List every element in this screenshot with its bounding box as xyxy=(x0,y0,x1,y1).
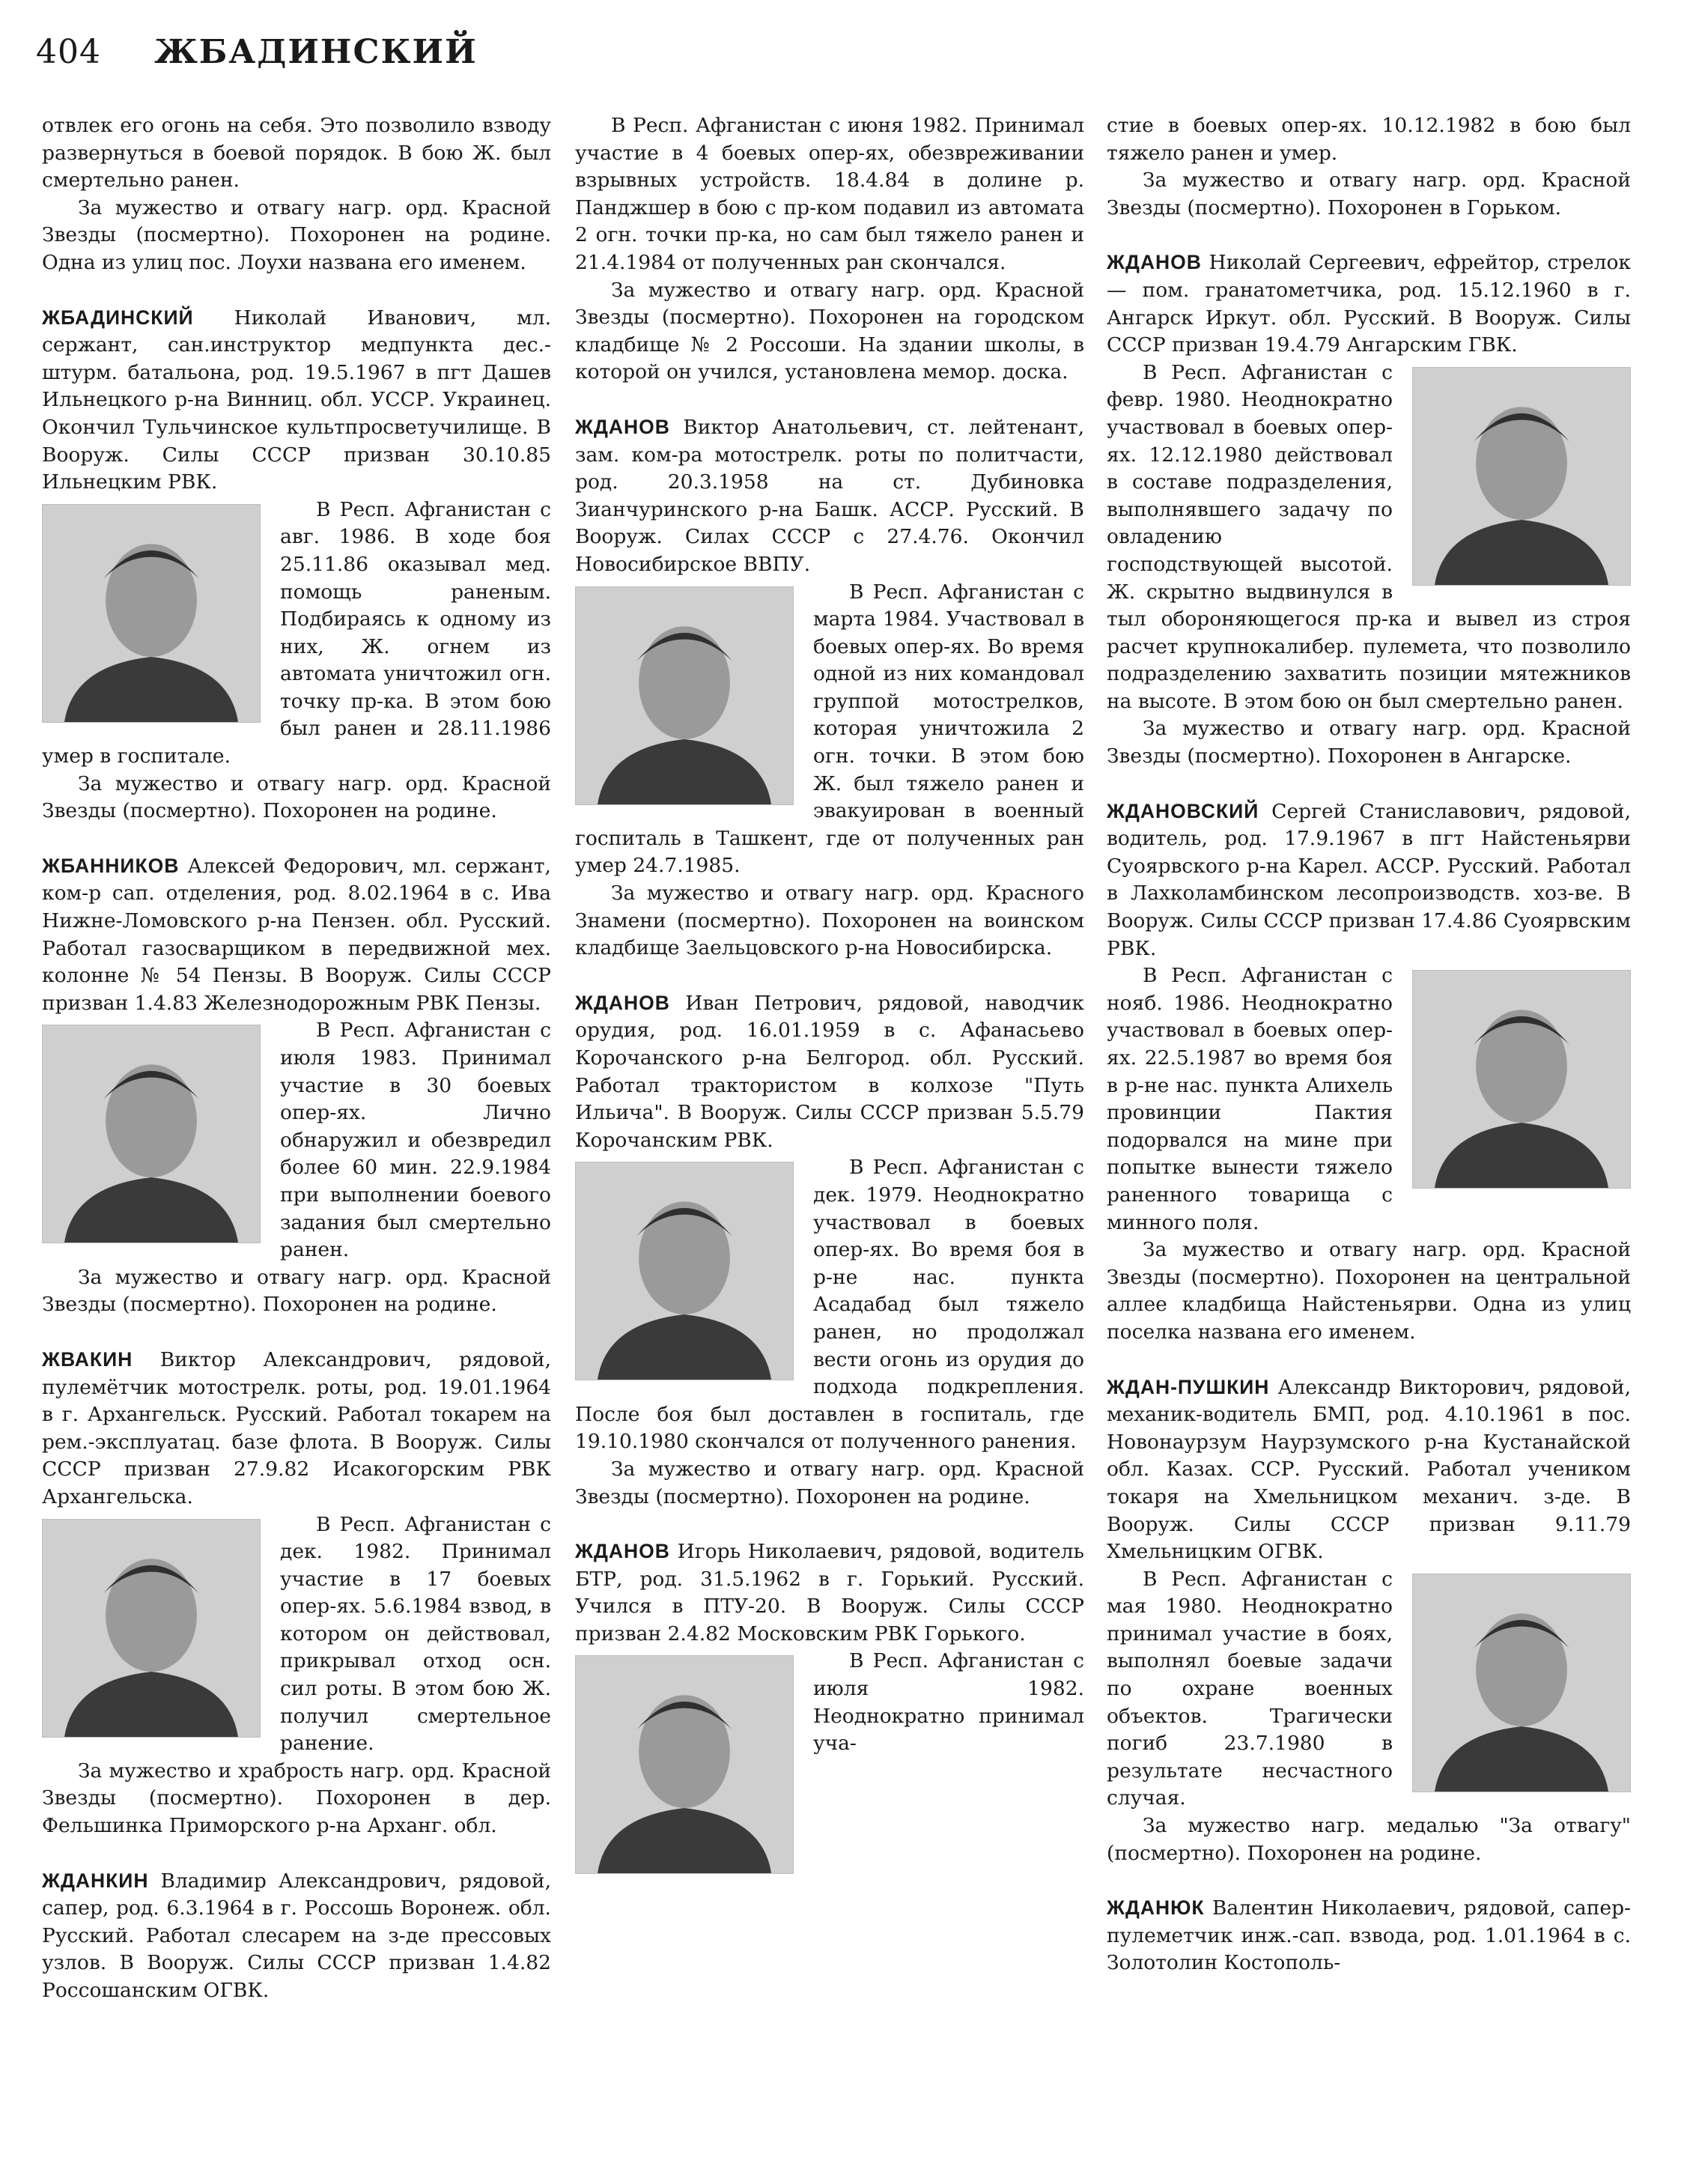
paragraph: За мужество и отвагу нагр. орд. Красной Звезды (посмертно). Похоронен на центральной аллее кладбища Найстеньярви. Одна из улиц поселка названа его именем. xyxy=(1107,1238,1631,1344)
entry-surname: ЖВАКИН xyxy=(42,1347,133,1371)
column-3 xyxy=(1107,112,1631,1977)
entry-zhdanovsky xyxy=(1107,798,1631,1347)
entry-lead xyxy=(1107,798,1631,963)
paragraph: За мужество и отвагу нагр. орд. Красной Звезды (посмертно). Похоронен на родине. xyxy=(575,1457,1084,1508)
entry-lead-text: Николай Иванович, мл. сержант, сан.инструктор медпункта дес.-штурм. батальона, род. 19.5.1967 в пгт Дашев Ильнецкого р-на Винниц. обл. УССР. Украинец. Окончил Тульчинское культпросветучилище. В Вооруж. Силы СССР призван 30.10.85 Ильнецким РВК. xyxy=(42,306,551,494)
portrait-photo xyxy=(42,504,261,723)
entry-surname: ЖДАНОВСКИЙ xyxy=(1107,799,1259,822)
paragraph: В Респ. Афганистан с июня 1982. Принимал участие в 4 боевых опер-ях, обезвреживании взрывных устройств. 18.4.84 в долине р. Панджшер в бою с пр-ком подавил из автомата 2 огн. точки пр-ка, но сам был тяжело ранен и 21.4.1984 от полученных ран скончался. xyxy=(575,114,1084,274)
paragraph: За мужество и отвагу нагр. орд. Красного Знамени (посмертно). Похоронен на воинском кладбище Заельцовского р-на Новосибирска. xyxy=(575,882,1084,960)
entry-zhdanyuk xyxy=(1107,1894,1631,1977)
portrait-photo xyxy=(1412,367,1631,586)
entry-lead xyxy=(575,989,1084,1155)
entry-lead xyxy=(42,1867,551,2005)
entry-lead xyxy=(575,1538,1084,1648)
paragraph: стие в боевых опер-ях. 10.12.1982 в бою был тяжело ранен и умер. xyxy=(1107,114,1631,165)
paragraph: За мужество и отвагу нагр. орд. Красной Звезды (посмертно). Похоронен на родине. xyxy=(42,1265,551,1317)
entry-continuation xyxy=(42,112,551,277)
column-2 xyxy=(575,112,1084,1880)
entry-lead-text: Сергей Станиславович, рядовой, водитель, род. 17.9.1967 в пгт Найстеньярви Суоярвского р-на Карел. АССР. Русский. Работал в Лахколамбинском лесопроизводств. хоз-ве. В Вооруж. Силы СССР призван 17.4.86 Суоярвским РВК. xyxy=(1107,799,1631,960)
paragraph: В Респ. Афганистан с авг. 1986. В ходе боя 25.11.86 оказывал мед. помощь раненым. Подбираясь к одному из них, Ж. огнем из автомата уничтожил огн. точку пр-ка. В этом бою был ранен и 28.11.1986 умер в госпитале. xyxy=(42,497,551,768)
entry-lead-text: Виктор Анатольевич, ст. лейтенант, зам. ком-ра мотострелк. роты по политчасти, род. 20.3.1958 на ст. Дубиновка Зианчуринского р-на Башк. АССР. Русский. В Вооруж. Силах СССР с 27.4.76. Окончил Новосибирское ВВПУ. xyxy=(575,415,1084,576)
paragraph: В Респ. Афганистан с мая 1980. Неоднократно принимал участие в боях, выполнял боевые задачи по охране военных объектов. Трагически погиб 23.7.1980 в результате несчастного случая. xyxy=(1107,1567,1393,1810)
entry-surname: ЖДАНКИН xyxy=(42,1869,149,1892)
entry-lead xyxy=(1107,1374,1631,1566)
entry-lead-text: Николай Сергеевич, ефрейтор, стрелок — пом. гранатометчика, род. 15.12.1960 в г. Ангарск Иркут. обл. Русский. В Вооруж. Силы СССР призван 19.4.79 Ангарским ГВК. xyxy=(1107,251,1631,357)
portrait-photo xyxy=(575,1162,794,1380)
entry-zhdanov-ivan xyxy=(575,989,1084,1511)
entry-continuation xyxy=(1107,112,1631,222)
entry-lead xyxy=(42,1346,551,1511)
running-head: ЖБАДИНСКИЙ xyxy=(154,33,478,71)
paragraph: В Респ. Афганистан с июля 1982. Неоднократно принимал уча- xyxy=(813,1649,1084,1756)
paragraph: За мужество и отвагу нагр. орд. Красной Звезды (посмертно). Похоронен на родине. xyxy=(42,771,551,823)
entry-lead xyxy=(1107,1894,1631,1977)
entry-lead-text: Валентин Николаевич, рядовой, сапер-пулеметчик инж.-сап. взвода, род. 1.01.1964 в с. Золотолин Костополь- xyxy=(1107,1896,1631,1975)
paragraph: За мужество и отвагу нагр. орд. Красной Звезды (посмертно). Похоронен на городском кладбище № 2 Россоши. На здании школы, в которой он учился, установлена мемор. доска. xyxy=(575,278,1084,384)
entry-surname: ЖДАНОВ xyxy=(575,415,670,438)
portrait-photo xyxy=(1412,970,1631,1189)
entry-surname: ЖДАНЮК xyxy=(1107,1896,1205,1920)
entry-zhdan-pushkin xyxy=(1107,1374,1631,1868)
entry-lead xyxy=(42,304,551,497)
entry-surname: ЖБАДИНСКИЙ xyxy=(42,306,194,329)
entry-zhdanov-igor xyxy=(575,1538,1084,1758)
entry-zhdanov-viktor xyxy=(575,413,1084,962)
paragraph: За мужество и отвагу нагр. орд. Красной Звезды (посмертно). Похоронен на родине. Одна из улиц пос. Лоухи названа его именем. xyxy=(42,195,551,274)
paragraph: За мужество нагр. медалью "За отвагу" (посмертно). Похоронен на родине. xyxy=(1107,1814,1631,1865)
paragraph: отвлек его огонь на себя. Это позволило взводу развернуться в боевой порядок. В бою Ж. был смертельно ранен. xyxy=(42,114,551,192)
entry-lead-text: Виктор Александрович, рядовой, пулемётчик мотострелк. роты, род. 19.01.1964 в г. Архангельск. Русский. Работал токарем на рем.-эксплуатац. базе флота. В Вооруж. Силы СССР призван 27.9.82 Исакогорским РВК Архангельска. xyxy=(42,1347,551,1508)
paragraph: В Респ. Афганистан с дек. 1982. Принимал участие в 17 боевых опер-ях. 5.6.1984 взвод, в котором он действовал, прикрывал отход осн. сил роты. В этом бою Ж. получил смертельное ранение. xyxy=(280,1512,551,1756)
paragraph: В Респ. Афганистан с февр. 1980. Неоднократно участвовал в боевых опер-ях. 12.12.1980 действовал в составе подразделения, выполнявшего задачу по овладению господствующей высотой. Ж. скрытно выдвинулся в тыл обороняющегося пр-ка и вывел из строя расчет крупнокалибер. пулемета, что позволило подразделению захватить позиции мятежников на высоте. В этом бою он был смертельно ранен. xyxy=(1107,360,1631,713)
entry-surname: ЖДАН-ПУШКИН xyxy=(1107,1375,1270,1398)
page-number: 404 xyxy=(36,33,101,71)
entry-zhbannikov xyxy=(42,852,551,1319)
paragraph: За мужество и храбрость нагр. орд. Красной Звезды (посмертно). Похоронен в дер. Фельшинка Приморского р-на Арханг. обл. xyxy=(42,1759,551,1838)
entry-lead xyxy=(42,852,551,1018)
entry-lead xyxy=(1107,249,1631,359)
entry-zhbadinsky xyxy=(42,304,551,825)
paragraph: За мужество и отвагу нагр. орд. Красной Звезды (посмертно). Похоронен в Горьком. xyxy=(1107,169,1631,219)
entry-surname: ЖДАНОВ xyxy=(575,1540,670,1563)
page-header xyxy=(36,33,478,85)
entry-lead xyxy=(575,413,1084,579)
entry-zhdanov-nikolay xyxy=(1107,249,1631,770)
entry-lead-text: Владимир Александрович, рядовой, сапер, род. 6.3.1964 в г. Россошь Воронеж. обл. Русский. Работал слесарем на з-де прессовых узлов. В Вооруж. Силы СССР призван 1.4.82 Россошанским ОГВК. xyxy=(42,1869,551,2002)
portrait-photo xyxy=(575,586,794,805)
portrait-photo xyxy=(42,1025,261,1243)
entry-surname: ЖБАННИКОВ xyxy=(42,854,180,877)
entry-lead-text: Игорь Николаевич, рядовой, водитель БТР, род. 31.5.1962 в г. Горький. Русский. Учился в ПТУ-20. В Вооруж. Силы СССР призван 2.4.82 Московским РВК Горького. xyxy=(575,1540,1084,1645)
paragraph: В Респ. Афганистан с нояб. 1986. Неоднократно участвовал в боевых опер-ях. 22.5.1987 во время боя в р-не нас. пункта Алихель провинции Пактия подорвался на мине при попытке вынести тяжело раненного товарища с минного поля. xyxy=(1107,964,1393,1234)
entry-lead-text: Алексей Федорович, мл. сержант, ком-р сап. отделения, род. 8.02.1964 в с. Ива Нижне-Ломовского р-на Пензен. обл. Русский. Работал газосварщиком в передвижной мех. колонне № 54 Пензы. В Вооруж. Силы СССР призван 1.4.83 Железнодорожным РВК Пензы. xyxy=(42,854,551,1015)
entry-lead-text: Александр Викторович, рядовой, механик-водитель БМП, род. 4.10.1961 в пос. Новонаурзум Наурзумского р-на Кустанайской обл. Казах. ССР. Русский. Работал учеником токаря на Хмельницком механич. з-де. В Вооруж. Силы СССР призван 9.11.79 Хмельницким ОГВК. xyxy=(1107,1375,1631,1564)
portrait-photo xyxy=(42,1519,261,1738)
portrait-photo xyxy=(575,1655,794,1874)
entry-lead-text: Иван Петрович, рядовой, наводчик орудия, род. 16.01.1959 в с. Афанасьево Корочанского р-на Белгород. обл. Русский. Работал трактористом в колхозе "Путь Ильича". В Вооруж. Силы СССР призван 5.5.79 Корочанским РВК. xyxy=(575,991,1084,1152)
paragraph: В Респ. Афганистан с марта 1984. Участвовал в боевых опер-ях. Во время одной из них командовал группой мотострелков, которая уничтожила 2 огн. точки. В этом бою Ж. был тяжело ранен и эвакуирован в военный госпиталь в Ташкент, где от полученных ран умер 24.7.1985. xyxy=(575,580,1084,878)
paragraph: В Респ. Афганистан с июля 1983. Принимал участие в 30 боевых опер-ях. Лично обнаружил и обезвредил более 60 мин. 22.9.1984 при выполнении боевого задания был смертельно ранен. xyxy=(280,1019,551,1262)
entry-zhvakin xyxy=(42,1346,551,1840)
entry-surname: ЖДАНОВ xyxy=(1107,251,1202,274)
paragraph: За мужество и отвагу нагр. орд. Красной Звезды (посмертно). Похоронен в Ангарске. xyxy=(1107,717,1631,768)
column-1 xyxy=(42,112,551,2005)
entry-continuation xyxy=(575,112,1084,386)
entry-zhdankin xyxy=(42,1867,551,2005)
paragraph: В Респ. Афганистан с дек. 1979. Неоднократно участвовал в боевых опер-ях. Во время боя в р-не нас. пункта Асадабад был тяжело ранен, но продолжал вести огонь из орудия до подхода подкрепления. После боя был доставлен в госпиталь, где 19.10.1980 скончался от полученного ранения. xyxy=(575,1156,1084,1454)
entry-surname: ЖДАНОВ xyxy=(575,991,670,1014)
portrait-photo xyxy=(1412,1574,1631,1792)
